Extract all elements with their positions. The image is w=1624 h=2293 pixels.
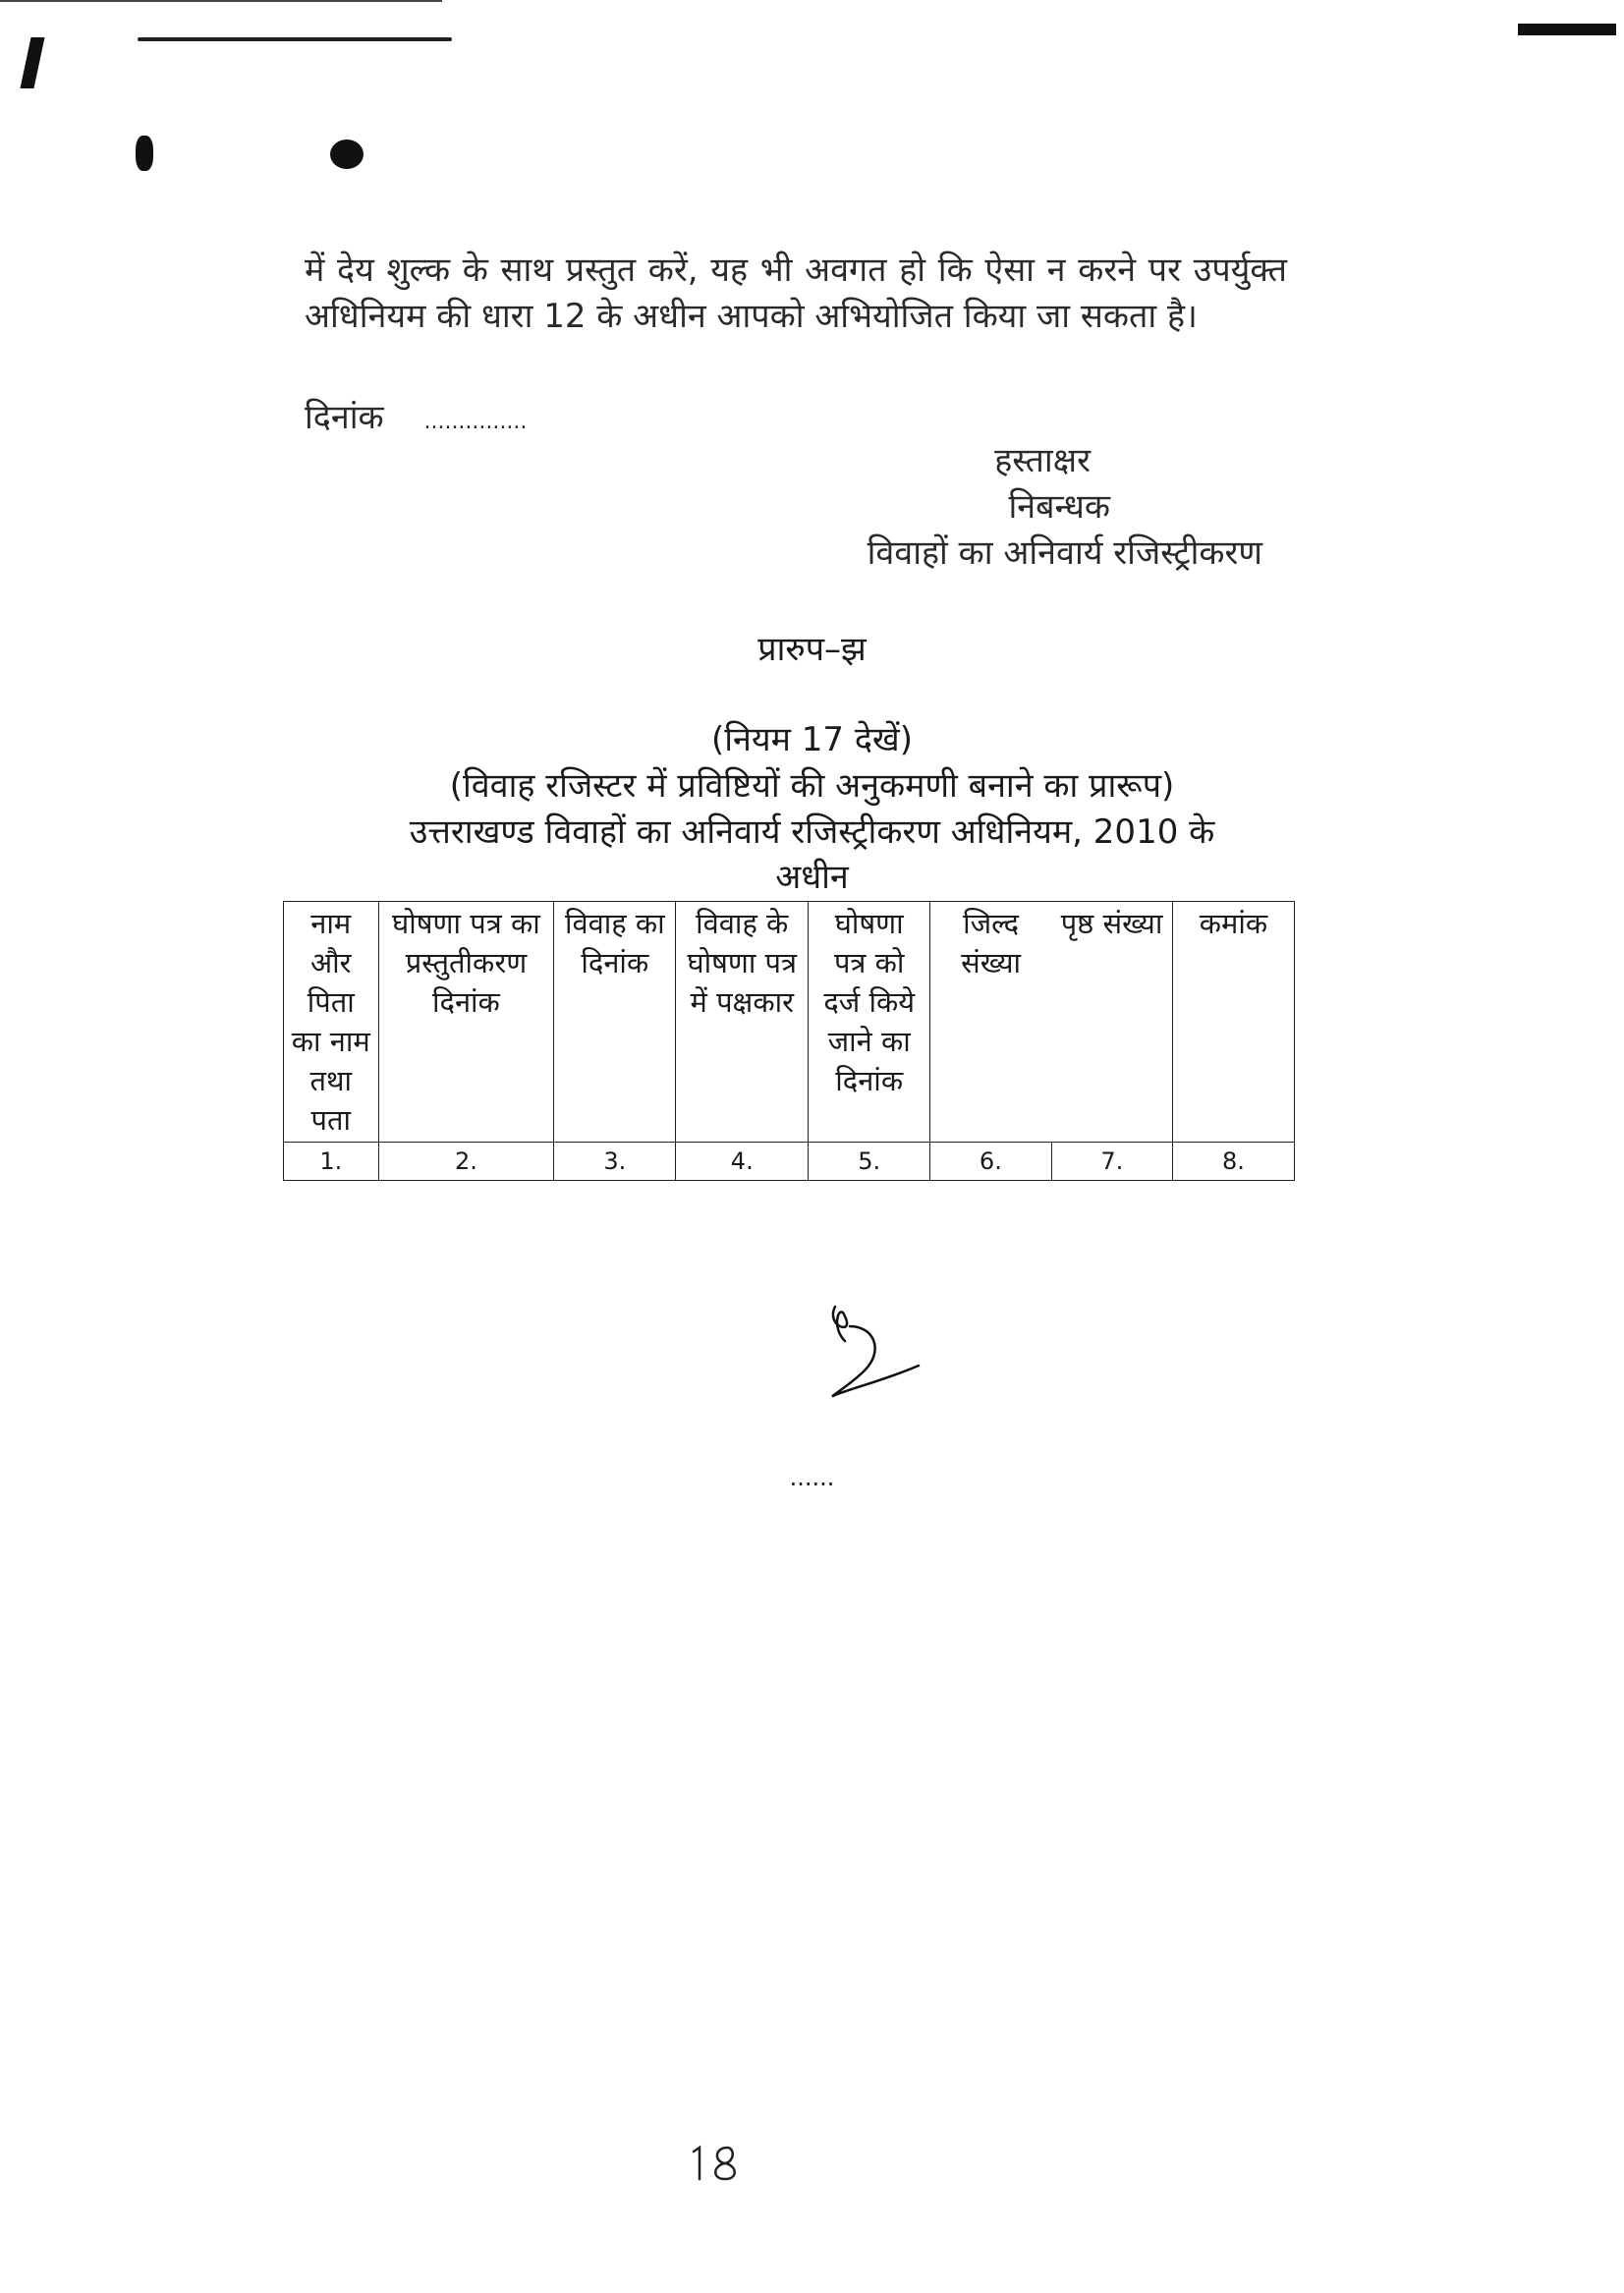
col-serial-number: कमांक: [1172, 902, 1294, 1143]
footer-dots: ......: [789, 1464, 835, 1491]
scan-mark-top-right: [1518, 24, 1616, 35]
col-num-3: 3.: [554, 1143, 676, 1181]
act-line: उत्तराखण्ड विवाहों का अनिवार्य रजिस्ट्रीकरण अधिनियम, 2010 के: [409, 812, 1215, 852]
col-num-5: 5.: [809, 1143, 930, 1181]
scan-mark-top-left: [20, 37, 44, 88]
scan-blot-2: [330, 140, 364, 169]
col-page-number: पृष्ठ संख्या: [1051, 902, 1172, 1143]
col-marriage-date: विवाह का दिनांक: [554, 902, 676, 1143]
col-num-7: 7.: [1051, 1143, 1172, 1181]
act-line-2: अधीन: [775, 858, 849, 897]
date-blank: ...............: [423, 410, 528, 434]
col-name-address: नाम और पिता का नाम तथा पता: [284, 902, 379, 1143]
col-num-8: 8.: [1172, 1143, 1294, 1181]
col-num-4: 4.: [676, 1143, 809, 1181]
rule-reference: (नियम 17 देखें): [710, 720, 913, 759]
col-declaration-submission-date: घोषणा पत्र का प्रस्तुतीकरण दिनांक: [378, 902, 554, 1143]
table-number-row: [284, 1143, 1295, 1181]
col-volume-number: जिल्द संख्या: [930, 902, 1051, 1143]
scan-line-top: [138, 37, 452, 41]
col-registration-date: घोषणा पत्र को दर्ज किये जाने का दिनांक: [809, 902, 930, 1143]
signature-block: [786, 438, 1277, 577]
handwritten-signature: [815, 1297, 933, 1415]
date-label: दिनांक: [305, 398, 384, 437]
scan-line-top-left: [0, 0, 442, 2]
form-title: प्रारुप–झ: [757, 630, 867, 669]
registrar-label: निबन्धक: [1008, 487, 1110, 527]
notice-paragraph: में देय शुल्क के साथ प्रस्तुत करें, यह भी अवगत हो कि ऐसा न करने पर उपर्युक्त अधिनियम की धारा 12 के अधीन आपको अभियोजित किया जा सकता है।: [305, 251, 1287, 336]
date-line: [305, 393, 527, 438]
col-num-6: 6.: [930, 1143, 1051, 1181]
scan-blot-1: [136, 136, 153, 171]
col-parties: विवाह के घोषणा पत्र में पक्षकार: [676, 902, 809, 1143]
page-number-handwritten: [688, 2142, 747, 2185]
table-header-row: [284, 902, 1295, 1143]
col-num-2: 2.: [378, 1143, 554, 1181]
registrar-office: विवाहों का अनिवार्य रजिस्ट्रीकरण: [867, 533, 1262, 573]
col-num-1: 1.: [284, 1143, 379, 1181]
register-index-table: [283, 901, 1295, 1181]
signature-label: हस्ताक्षर: [994, 441, 1091, 480]
form-subtitle: (विवाह रजिस्टर में प्रविष्टियों की अनुकमणी बनाने का प्रारूप): [449, 766, 1175, 806]
